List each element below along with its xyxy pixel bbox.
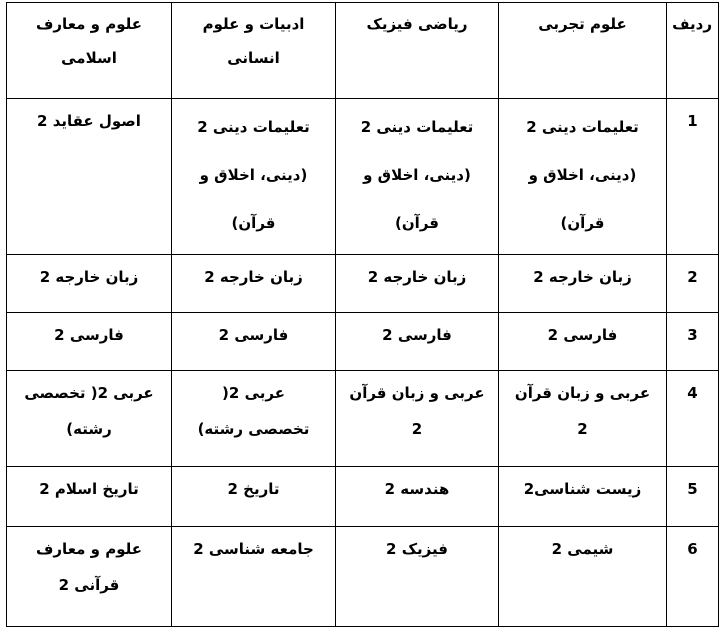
header-adabiat: ادبیات و علوم انسانی xyxy=(172,3,336,99)
table-cell: تاریخ 2 xyxy=(172,467,336,527)
table-cell: عربی و زبان قرآن 2 xyxy=(499,371,667,467)
row-number: 5 xyxy=(667,467,719,527)
table-cell: علوم و معارف قرآنی 2 xyxy=(7,527,172,627)
table-cell: فارسی 2 xyxy=(336,313,499,371)
table-cell: تعلیمات دینی 2 (دینی، اخلاق و قرآن) xyxy=(172,99,336,255)
table-cell: هندسه 2 xyxy=(336,467,499,527)
table-row xyxy=(7,99,719,255)
row-number: 1 xyxy=(667,99,719,255)
table-cell: شیمی 2 xyxy=(499,527,667,627)
curriculum-table xyxy=(6,2,719,627)
table-cell: تعلیمات دینی 2 (دینی، اخلاق و قرآن) xyxy=(499,99,667,255)
table-cell: زبان خارجه 2 xyxy=(499,255,667,313)
table-cell: فارسی 2 xyxy=(7,313,172,371)
table-cell: زبان خارجه 2 xyxy=(336,255,499,313)
table-row xyxy=(7,313,719,371)
table-row xyxy=(7,527,719,627)
row-number: 4 xyxy=(667,371,719,467)
table-cell: فارسی 2 xyxy=(499,313,667,371)
table-cell: تاریخ اسلام 2 xyxy=(7,467,172,527)
table-cell: فیزیک 2 xyxy=(336,527,499,627)
table-cell: اصول عقاید 2 xyxy=(7,99,172,255)
table-row xyxy=(7,371,719,467)
header-radif: ردیف xyxy=(667,3,719,99)
table-cell: تعلیمات دینی 2 (دینی، اخلاق و قرآن) xyxy=(336,99,499,255)
header-riazi: ریاضی فیزیک xyxy=(336,3,499,99)
table-cell: عربی و زبان قرآن 2 xyxy=(336,371,499,467)
header-tajrobi: علوم تجربی xyxy=(499,3,667,99)
row-number: 3 xyxy=(667,313,719,371)
row-number: 6 xyxy=(667,527,719,627)
table-cell: زبان خارجه 2 xyxy=(7,255,172,313)
table-cell: زیست شناسی2 xyxy=(499,467,667,527)
table-cell: عربی 2( تخصصی رشته) xyxy=(7,371,172,467)
table-cell: عربی 2( تخصصی رشته) xyxy=(172,371,336,467)
table-row xyxy=(7,467,719,527)
header-maaref: علوم و معارف اسلامی xyxy=(7,3,172,99)
table-row xyxy=(7,255,719,313)
row-number: 2 xyxy=(667,255,719,313)
table-header-row xyxy=(7,3,719,99)
table-cell: زبان خارجه 2 xyxy=(172,255,336,313)
table-cell: جامعه شناسی 2 xyxy=(172,527,336,627)
table-cell: فارسی 2 xyxy=(172,313,336,371)
